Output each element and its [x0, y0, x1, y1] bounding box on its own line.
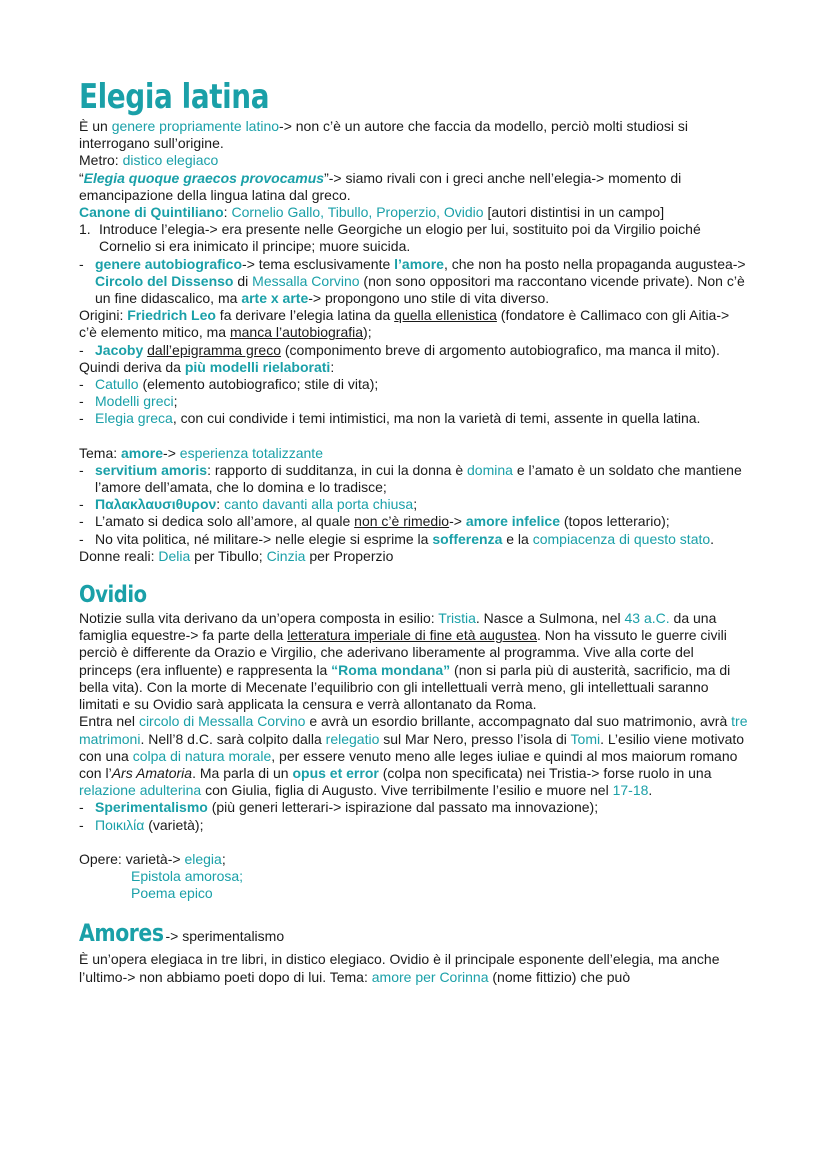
heading-amores — [79, 918, 748, 951]
canone-line: Canone di Quintiliano: Cornelio Gallo, Tibullo, Properzio, Ovidio [autori distintisi in un campo] — [79, 204, 665, 221]
ovidio-vita-paragraph: Notizie sulla vita derivano da un’opera composta in esilio: Tristia. Nasce a Sulmona, nel 43 a.C. da una famiglia equestre-> fa parte della letteratura imperiale di fine età augustea. Non ha vissuto le guerre civili perciò è differente da Orazio e Virgilio, che aderivano liberamente al programma. Vive alla corte del princeps (era influente) e rappresenta la “Roma mondana” (non si parla più di austerità, sacrificio, ma di bella vita). Con la morte di Mecenate l’equilibrio con gli intellettuali verrà meno, gli intellettuali saranno limitati e su Ovidio sarà applicata la censura e verrà allontanato da Roma. — [79, 610, 731, 713]
list-item: - Modelli greci; — [79, 393, 748, 410]
ovidio-esilio-paragraph: Entra nel circolo di Messalla Corvino e avrà un esordio brillante, accompagnato dal suo matrimonio, avrà tre matrimoni. Nell’8 d.C. sarà colpito dalla relegatio sul Mar Nero, presso l’isola di Tomi. L’esilio viene motivato con una colpa di natura morale, per essere venuto meno alle leges iuliae e quindi al mos maiorum romano con l’Ars Amatoria. Ma parla di un opus et error (colpa non specificata) nei Tristia-> forse ruolo in una relazione adulterina con Giulia, figlia di Augusto. Vive terribilmente l’esilio e muore nel 17-18. — [79, 713, 748, 799]
title-elegia-latina: Elegia latina — [79, 77, 270, 117]
tema-list — [79, 462, 748, 548]
list-item: - L’amato si dedica solo all’amore, al quale non c’è rimedio-> amore infelice (topos letterario); — [79, 513, 748, 530]
modelli-list — [79, 376, 748, 428]
list-item: - Jacoby dall’epigramma greco (componimento breve di argomento autobiografico, ma manca il mito). — [79, 342, 748, 359]
opere-poema: Poema epico — [131, 885, 213, 902]
donne-reali-line: Donne reali: Delia per Tibullo; Cinzia per Properzio — [79, 547, 394, 564]
tema-line: Tema: amore-> esperienza totalizzante — [79, 444, 323, 461]
list-item: - Ποικιλία (varietà); — [79, 817, 748, 834]
opere-epistola: Epistola amorosa; — [131, 867, 244, 884]
canone-bullet-list — [79, 256, 748, 308]
modelli-intro: Quindi deriva da più modelli rielaborati: — [79, 358, 335, 375]
jacoby-list — [79, 342, 748, 359]
list-item: - servitium amoris: rapporto di sudditanza, in cui la donna è domina e l’amato è un soldato che mantiene l’amore dell’amata, che lo domina e lo tradisce; — [79, 462, 748, 496]
opere-line: Opere: varietà-> elegia; — [79, 850, 226, 867]
amores-subtitle: -> sperimentalismo — [165, 928, 285, 945]
spacer — [79, 834, 748, 851]
list-item: - genere autobiografico-> tema esclusivamente l’amore, che non ha posto nella propaganda augustea-> Circolo del Dissenso di Messalla Corvino (non sono oppositori ma raccontano vicende private). Non c’è un fine didascalico, ma arte x arte-> propongono uno stile di vita diverso. — [79, 256, 748, 308]
list-item: - Sperimentalismo (più generi letterari-> ispirazione dal passato ma innovazione); — [79, 799, 748, 816]
list-item: - Παλακλαυσιθυρον: canto davanti alla porta chiusa; — [79, 496, 748, 513]
list-item: - Catullo (elemento autobiografico; stile di vita); — [79, 376, 748, 393]
origini-paragraph: Origini: Friedrich Leo fa derivare l’elegia latina da quella ellenistica (fondatore è Callimaco con gli Aitia-> c’è elemento mitico, ma manca l’autobiografia); — [79, 307, 730, 341]
list-item: - Elegia greca, con cui condivide i temi intimistici, ma non la varietà di temi, assente in quella latina. — [79, 410, 748, 427]
quote-paragraph: “Elegia quoque graecos provocamus”-> siamo rivali con i greci anche nell’elegia-> momento di emancipazione della lingua latina dal greco. — [79, 169, 682, 203]
ovidio-features-list — [79, 799, 748, 833]
metro-line: Metro: distico elegiaco — [79, 152, 219, 169]
spacer — [79, 428, 748, 445]
intro-paragraph: È un genere propriamente latino-> non c’è un autore che faccia da modello, perciò molti studiosi si interrogano sull’origine. — [79, 118, 688, 152]
canone-numbered-list — [79, 221, 748, 255]
list-item: 1. Introduce l’elegia-> era presente nelle Georgiche un elogio per lui, sostituito poi da Virgilio poiché Cornelio si era inimicato il principe; muore suicida. — [79, 221, 748, 255]
heading-ovidio: Ovidio — [79, 582, 147, 609]
amores-title: Amores — [79, 919, 164, 948]
list-item: - No vita politica, né militare-> nelle elegie si esprime la sofferenza e la compiacenza di questo stato. — [79, 531, 748, 548]
amores-paragraph: È un’opera elegiaca in tre libri, in distico elegiaco. Ovidio è il principale esponente dell’elegia, ma anche l’ultimo-> non abbiamo poeti dopo di lui. Tema: amore per Corinna (nome fittizio) che può — [79, 951, 720, 985]
